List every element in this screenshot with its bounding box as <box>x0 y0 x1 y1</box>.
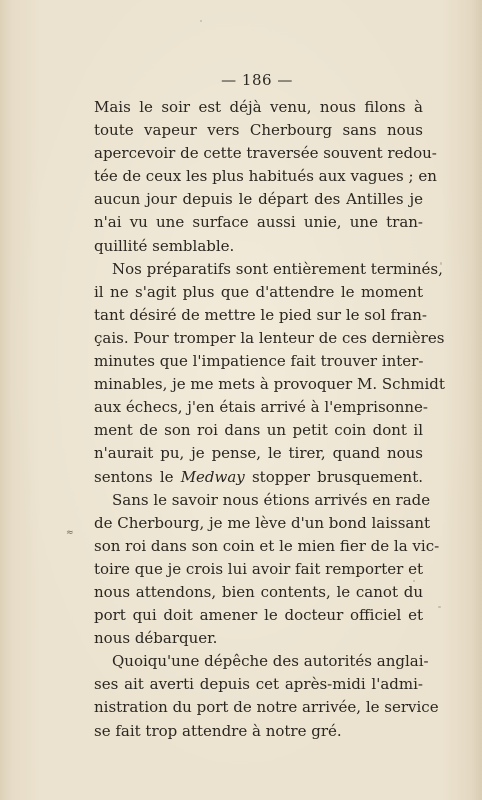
text-line: toute vapeur vers Cherbourg sans nous <box>94 121 423 140</box>
text-fragment: sentons le <box>94 467 181 486</box>
paper-speck <box>438 606 441 608</box>
text-line: minutes que l'impatience fait trouver inter- <box>94 352 424 371</box>
text-line: de Cherbourg, je me lève d'un bond laissant <box>94 513 431 532</box>
text-line: quillité semblable. <box>94 236 235 255</box>
text-line: se fait trop attendre à notre gré. <box>94 721 342 740</box>
text-line: toire que je crois lui avoir fait remporter et <box>94 559 423 578</box>
text-line: aucun jour depuis le départ des Antilles je <box>94 190 423 209</box>
text-line: Sans le savoir nous étions arrivés en rade <box>112 490 431 509</box>
text-line: ses ait averti depuis cet après-midi l'admi- <box>94 675 423 694</box>
text-line: apercevoir de cette traversée souvent redou- <box>94 144 437 163</box>
text-line: son roi dans son coin et le mien fier de la vic- <box>94 536 440 555</box>
text-line: il ne s'agit plus que d'attendre le moment <box>94 282 423 301</box>
text-line: n'aurait pu, je pense, le tirer, quand nous <box>94 444 423 463</box>
text-line: Quoiqu'une dépêche des autorités anglai- <box>112 652 429 671</box>
text-line: nous attendons, bien contents, le canot du <box>94 582 423 601</box>
body-text <box>94 96 445 743</box>
text-line: Nos préparatifs sont entièrement terminés, <box>112 259 443 278</box>
text-line: nistration du port de notre arrivée, le service <box>94 698 439 717</box>
text-line: aux échecs, j'en étais arrivé à l'emprisonne- <box>94 398 428 417</box>
text-line: port qui doit amener le docteur officiel et <box>94 606 423 625</box>
text-line: tée de ceux les plus habitués aux vagues ; en <box>94 167 437 186</box>
text-line: çais. Pour tromper la lenteur de ces dernières <box>94 328 445 347</box>
text-line: nous débarquer. <box>94 629 218 648</box>
text-line <box>94 466 423 489</box>
text-fragment: stopper brusquement. <box>244 467 423 486</box>
text-line: ment de son roi dans un petit coin dont il <box>94 421 423 440</box>
page-number: — 186 — <box>221 71 293 89</box>
text-line: Mais le soir est déjà venu, nous filons à <box>94 98 423 116</box>
text-line: minables, je me mets à provoquer M. Schmidt <box>94 375 445 394</box>
text-line: n'ai vu une surface aussi unie, une tran- <box>94 213 423 232</box>
paper-speck <box>200 20 202 22</box>
text-line: tant désiré de mettre le pied sur le sol fran- <box>94 305 427 324</box>
margin-mark: ≈ <box>66 528 74 538</box>
ship-name: Medway <box>180 467 245 486</box>
